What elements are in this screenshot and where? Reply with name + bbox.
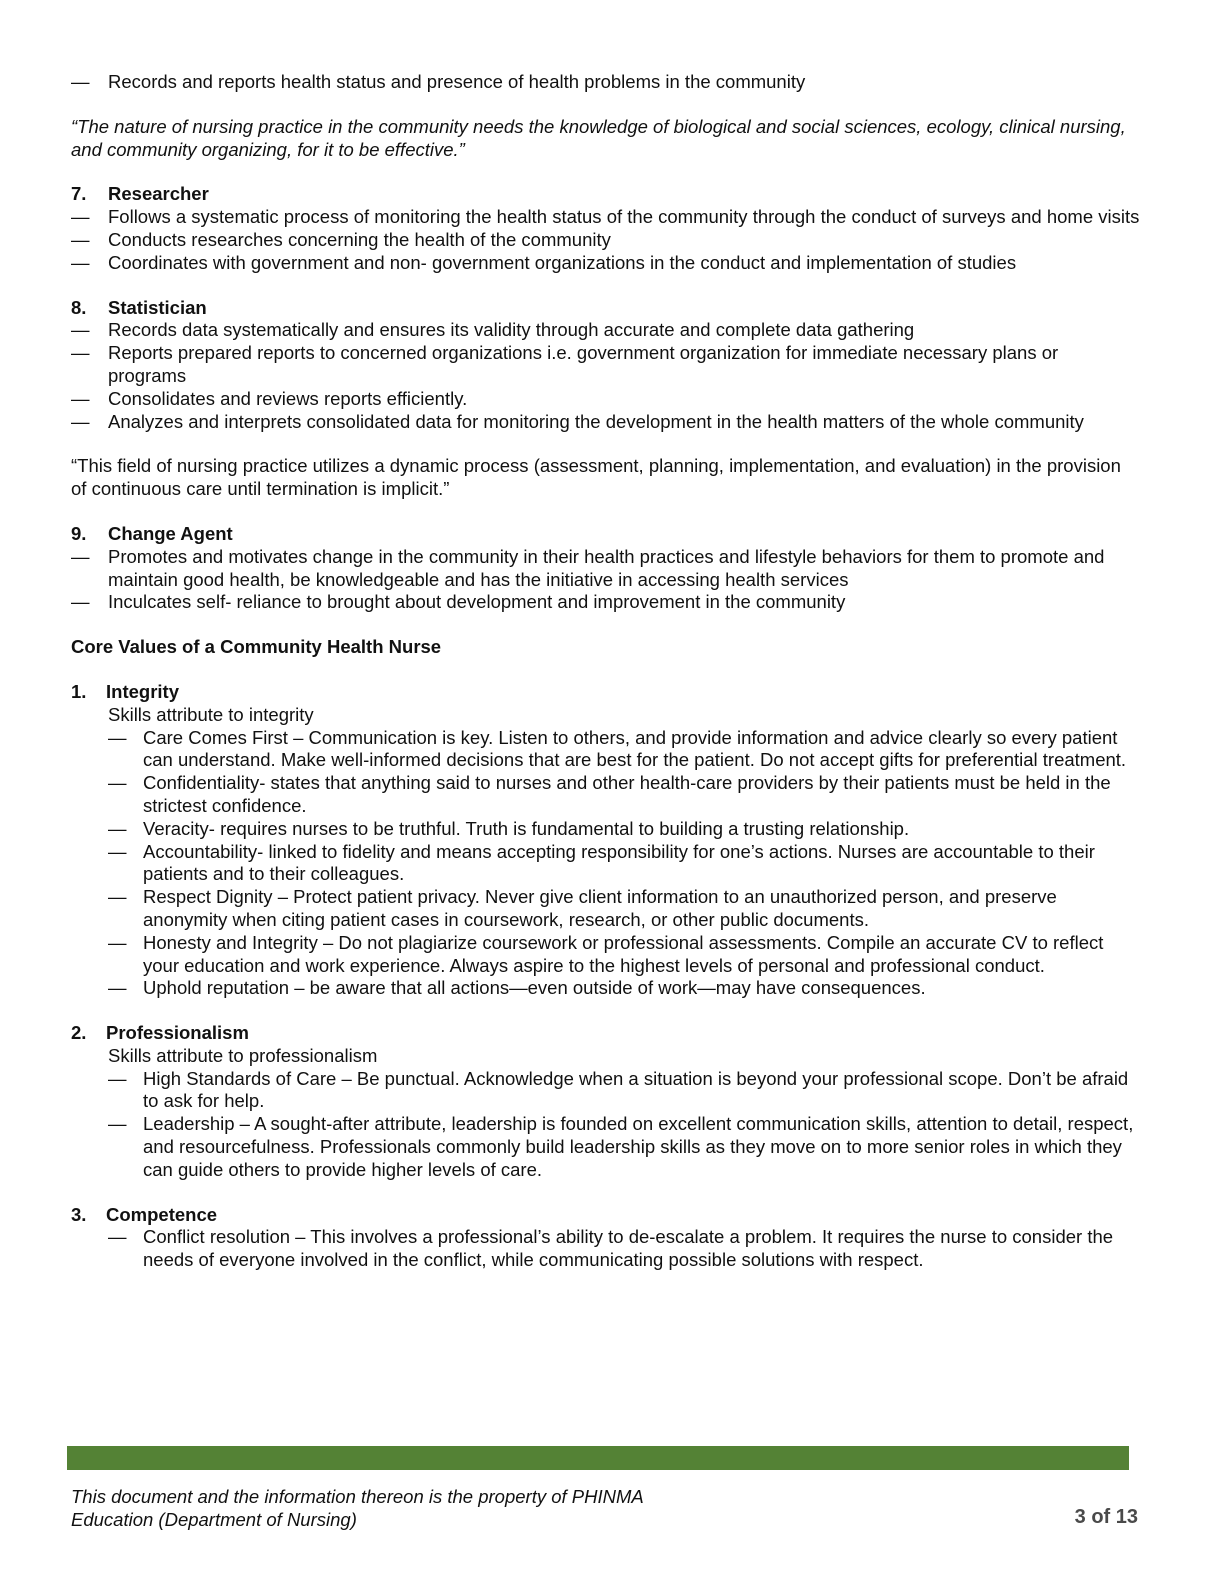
bullet-text: Promotes and motivates change in the community in their health practices and lifestyle behaviors for them to promote and maintain good health, be knowledgeable and has the initiative in accessing health services <box>108 545 1105 590</box>
dash-bullet: — <box>108 1226 127 1248</box>
dash-bullet: — <box>71 251 90 273</box>
dash-bullet: — <box>108 817 127 839</box>
bullet-text: Care Comes First – Communication is key. Listen to others, and provide information and advice clearly so every patient can understand. Make well-informed decisions that are best for the patient. Do not accept gifts for preferential treatment. <box>143 726 1127 771</box>
core-value-number: 1. <box>71 680 87 702</box>
list-item <box>108 772 1141 818</box>
list-item <box>108 886 1141 932</box>
role-number: 9. <box>71 522 87 544</box>
bullet-text: Veracity- requires nurses to be truthful. Truth is fundamental to building a trusting relationship. <box>143 817 910 839</box>
bullet-text: Inculcates self- reliance to brought about development and improvement in the community <box>108 591 846 613</box>
bullet-text: Follows a systematic process of monitoring the health status of the community through the conduct of surveys and home visits <box>108 206 1140 228</box>
list-item <box>71 319 1141 342</box>
core-value-heading <box>71 1022 1141 1045</box>
intro-bullet <box>71 71 1141 94</box>
bullet-text: Accountability- linked to fidelity and means accepting responsibility for one’s actions. Nurses are accountable to their patients and to their colleagues. <box>143 840 1095 885</box>
role-heading <box>71 297 1141 320</box>
core-value-details <box>71 1226 1141 1272</box>
role-heading <box>71 523 1141 546</box>
core-values-heading: Core Values of a Community Health Nurse <box>71 636 442 658</box>
bullet-text: Analyzes and interprets consolidated data for monitoring the development in the health matters of the whole community <box>108 410 1084 432</box>
role-statistician <box>71 297 1141 434</box>
dash-bullet: — <box>108 772 127 794</box>
list-item <box>71 411 1141 434</box>
dash-bullet: — <box>71 342 90 364</box>
list-item <box>108 1068 1141 1114</box>
bullet-text: Honesty and Integrity – Do not plagiarize coursework or professional assessments. Compile an accurate CV to reflect your education and work experience. Always aspire to the highest levels of personal and professional conduct. <box>143 931 1104 976</box>
role-researcher <box>71 183 1141 274</box>
role-heading <box>71 183 1141 206</box>
footer-note-line: This document and the information thereon is the property of PHINMA <box>71 1486 644 1507</box>
bullet-text: Coordinates with government and non- government organizations in the conduct and implementation of studies <box>108 251 1017 273</box>
bullet-text: Uphold reputation – be aware that all actions—even outside of work—may have consequences. <box>143 977 926 999</box>
list-item <box>108 727 1141 773</box>
list-item <box>71 591 1141 614</box>
list-item <box>71 546 1141 592</box>
core-value-details <box>71 1045 1141 1182</box>
dash-bullet: — <box>108 886 127 908</box>
bullet-text: Conflict resolution – This involves a professional’s ability to de-escalate a problem. It requires the nurse to consider the needs of everyone involved in the conflict, while communicating possible solutions with respect. <box>143 1226 1114 1271</box>
bullet-text: High Standards of Care – Be punctual. Acknowledge when a situation is beyond your professional scope. Don’t be afraid to ask for help. <box>143 1067 1129 1112</box>
core-value-title: Integrity <box>106 680 179 702</box>
quote-dynamic-process: “This field of nursing practice utilizes a dynamic process (assessment, planning, implementation, and evaluation) in the provision of continuous care until termination is implicit.” <box>71 455 1121 500</box>
bullet-text: Reports prepared reports to concerned organizations i.e. government organization for immediate necessary plans or programs <box>108 342 1059 386</box>
bullet-text: Leadership – A sought-after attribute, leadership is founded on excellent communication skills, attention to detail, respect, and resourcefulness. Professionals commonly build leadership skills as they move on to more senior roles in which they can guide others to provide higher levels of care. <box>143 1113 1134 1180</box>
list-item <box>108 1113 1141 1181</box>
list-item <box>108 841 1141 887</box>
page-number: 3 of 13 <box>1074 1506 1138 1528</box>
core-value-subtitle: Skills attribute to integrity <box>108 703 314 725</box>
dash-bullet: — <box>108 1113 127 1135</box>
role-number: 8. <box>71 296 87 318</box>
role-title: Researcher <box>108 183 209 205</box>
core-value-professionalism <box>71 1022 1141 1182</box>
core-value-details <box>71 704 1141 1000</box>
bullet-text: Confidentiality- states that anything said to nurses and other health-care providers by their patients must be held in the strictest confidence. <box>143 772 1111 816</box>
list-item <box>108 1226 1141 1272</box>
list-item <box>71 229 1141 252</box>
role-number: 7. <box>71 183 87 205</box>
core-value-title: Competence <box>106 1203 218 1225</box>
bullet-text: Records and reports health status and presence of health problems in the community <box>108 71 806 92</box>
core-value-number: 3. <box>71 1203 87 1225</box>
footer-green-bar <box>67 1446 1129 1470</box>
bullet-text: Records data systematically and ensures its validity through accurate and complete data gathering <box>108 319 915 341</box>
footer-note-line: Education (Department of Nursing) <box>71 1508 357 1530</box>
core-value-heading <box>71 681 1141 704</box>
dash-bullet: — <box>108 931 127 953</box>
core-value-integrity <box>71 681 1141 1000</box>
list-item <box>108 977 1141 1000</box>
core-value-subtitle: Skills attribute to professionalism <box>108 1044 378 1066</box>
core-value-title: Professionalism <box>106 1022 249 1044</box>
list-item <box>108 818 1141 841</box>
list-item <box>108 932 1141 978</box>
dash-bullet: — <box>71 545 90 567</box>
core-value-number: 2. <box>71 1022 87 1044</box>
quote-nature-of-practice: “The nature of nursing practice in the community needs the knowledge of biological and social sciences, ecology, clinical nursing, and community organizing, for it to be effective.” <box>71 115 1126 160</box>
dash-bullet: — <box>71 71 90 92</box>
list-item <box>71 206 1141 229</box>
core-value-heading <box>71 1204 1141 1227</box>
list-item <box>71 252 1141 275</box>
core-value-competence <box>71 1204 1141 1272</box>
bullet-text: Consolidates and reviews reports efficiently. <box>108 387 468 409</box>
footer-property-note <box>71 1486 751 1531</box>
list-item <box>71 342 1141 388</box>
dash-bullet: — <box>108 977 127 999</box>
role-title: Change Agent <box>108 522 233 544</box>
bullet-text: Respect Dignity – Protect patient privacy. Never give client information to an unauthorized person, and preserve anonymity when citing patient cases in coursework, research, or other public documents. <box>143 886 1057 930</box>
dash-bullet: — <box>71 410 90 432</box>
document-body <box>71 71 1141 1272</box>
dash-bullet: — <box>108 1067 127 1089</box>
dash-bullet: — <box>108 840 127 862</box>
dash-bullet: — <box>71 206 90 228</box>
role-title: Statistician <box>108 296 207 318</box>
dash-bullet: — <box>71 591 90 613</box>
dash-bullet: — <box>71 319 90 341</box>
dash-bullet: — <box>71 228 90 250</box>
role-change-agent <box>71 523 1141 614</box>
dash-bullet: — <box>71 387 90 409</box>
dash-bullet: — <box>108 726 127 748</box>
bullet-text: Conducts researches concerning the health of the community <box>108 228 611 250</box>
list-item <box>71 388 1141 411</box>
